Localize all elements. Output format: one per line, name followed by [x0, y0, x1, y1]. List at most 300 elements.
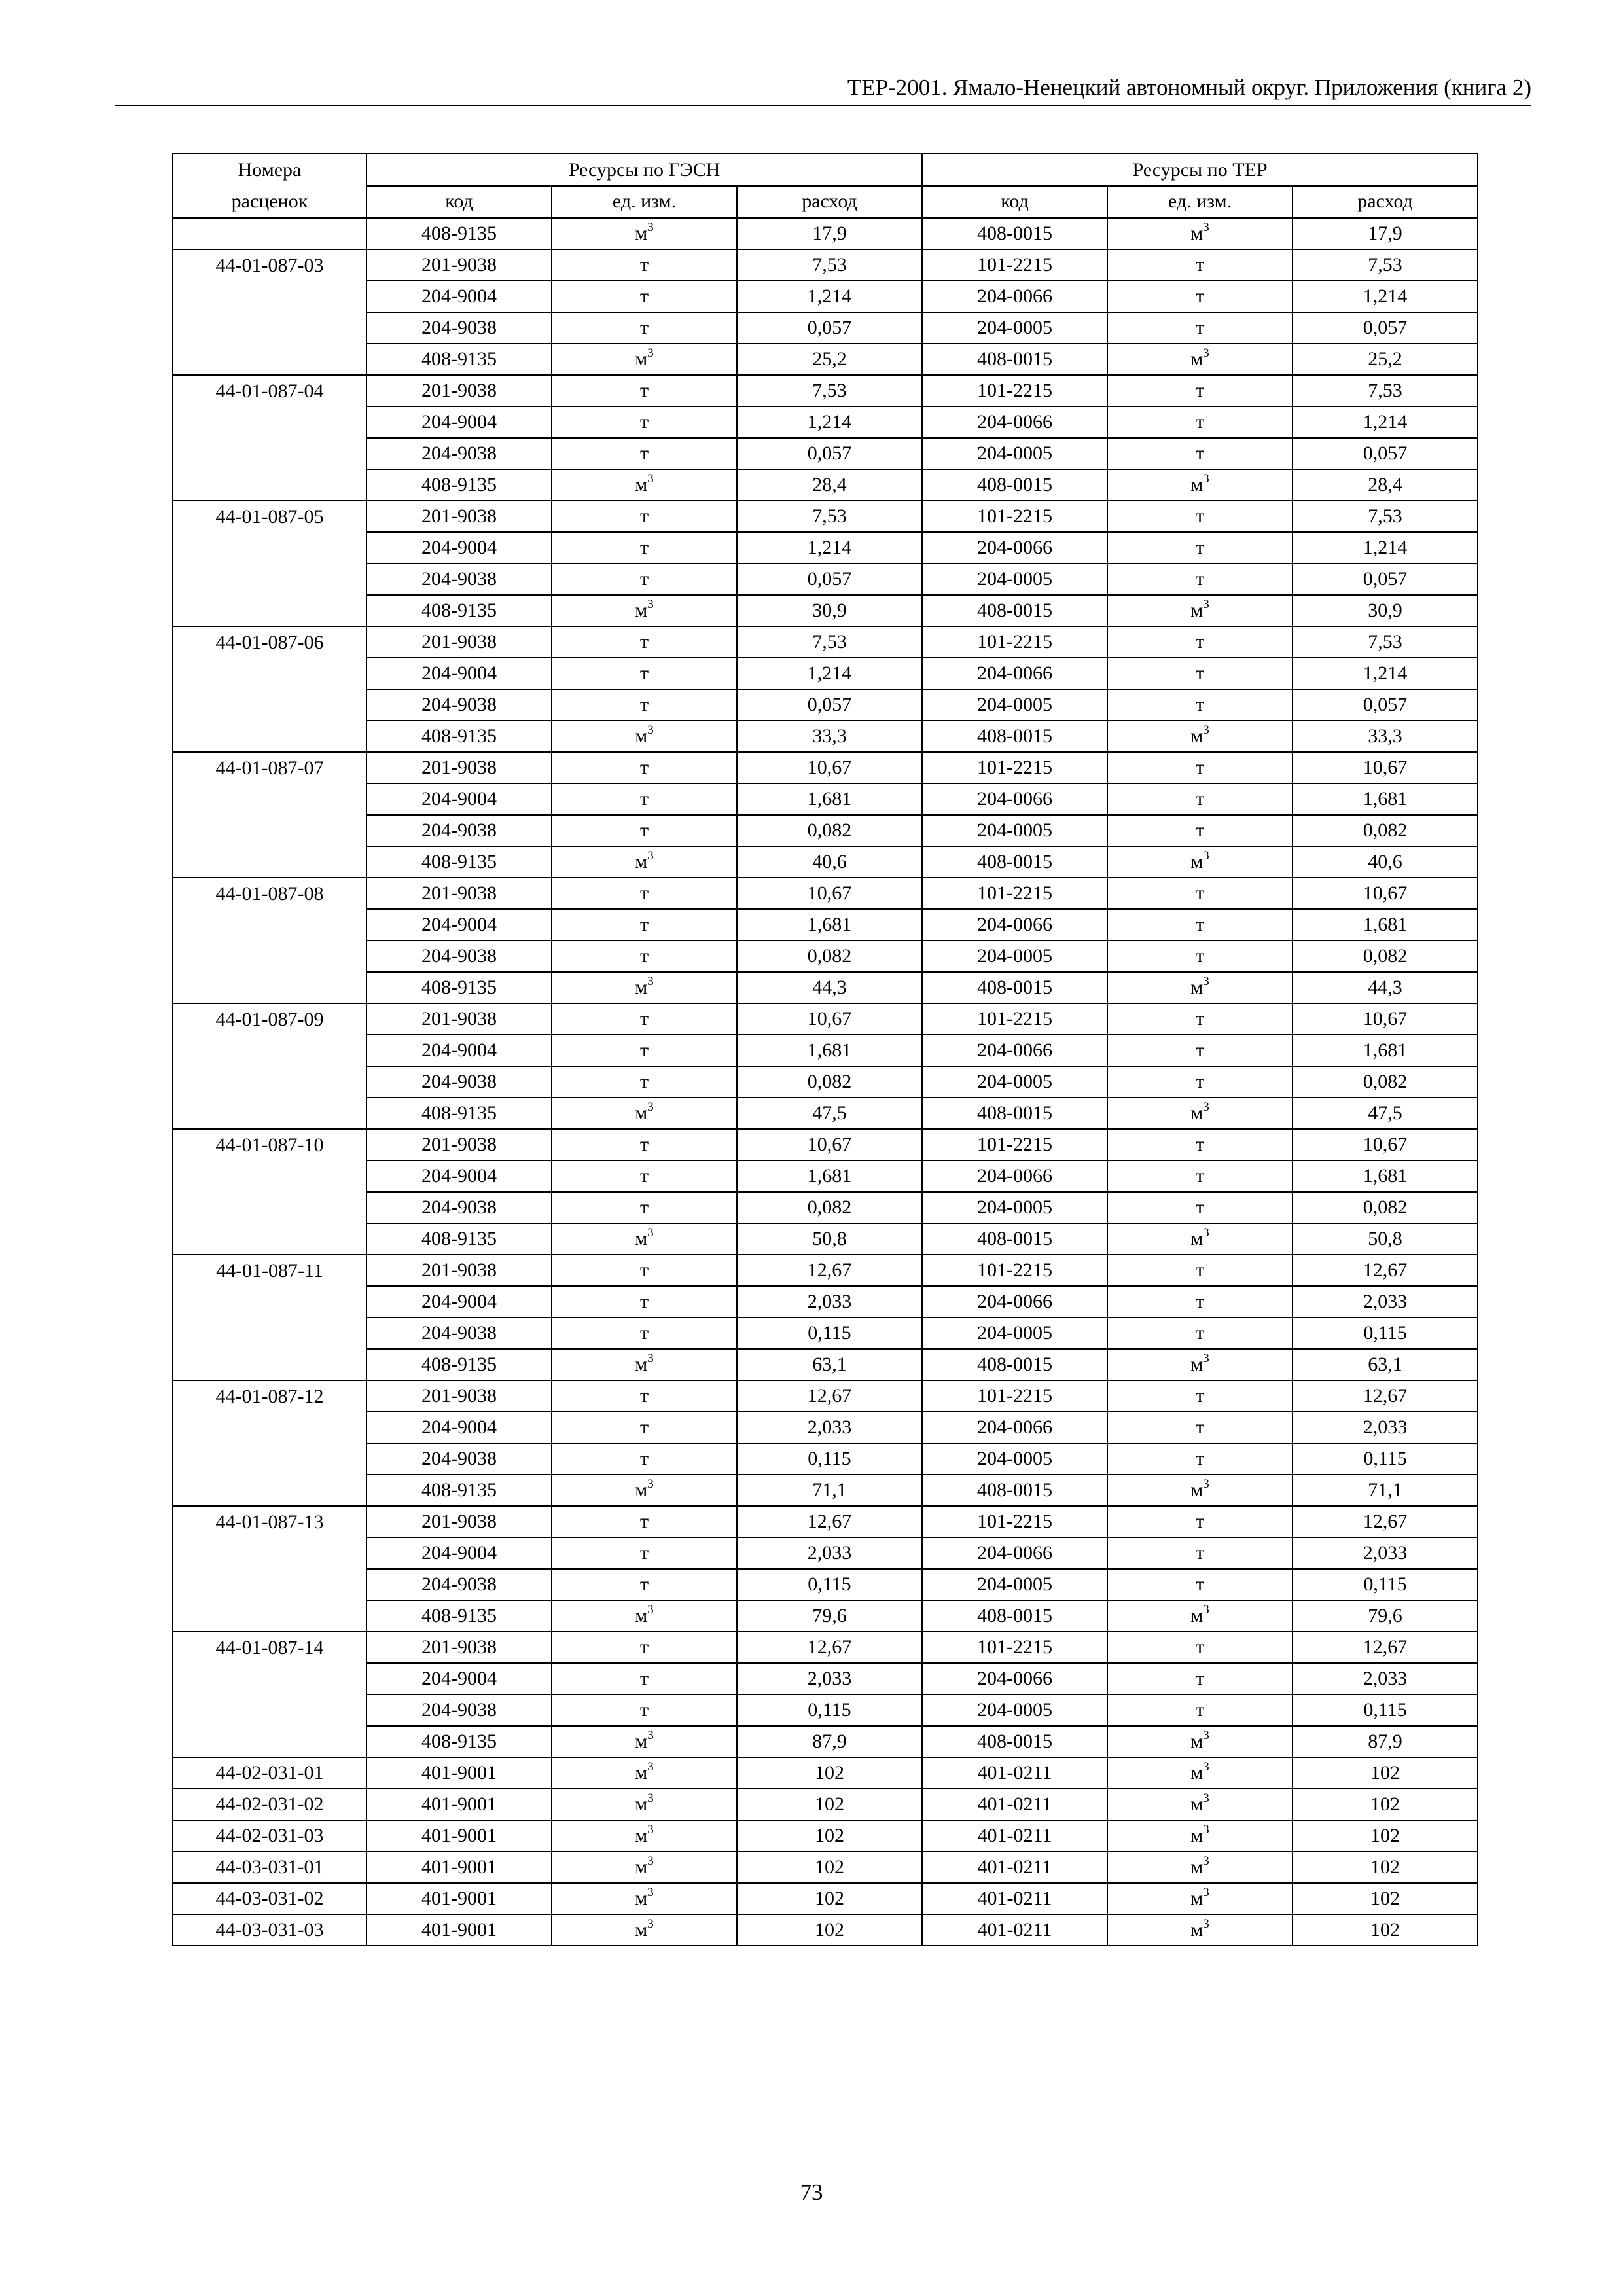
- ter-code-cell: 401-0211: [922, 1820, 1107, 1852]
- gesn-amount-cell: 0,082: [737, 1192, 922, 1223]
- gesn-unit-cell: $м^3$: [552, 1883, 737, 1914]
- gesn-amount-cell: 102: [737, 1820, 922, 1852]
- ter-code-cell: 204-0005: [922, 564, 1107, 595]
- cubic-superscript: 3: [1203, 221, 1209, 234]
- cubic-superscript: 3: [647, 723, 654, 737]
- cubic-superscript: 3: [1203, 1352, 1209, 1365]
- gesn-amount-cell: 7,53: [737, 501, 922, 532]
- ter-amount-cell: 1,214: [1293, 281, 1478, 312]
- rate-number-cell: [173, 1443, 366, 1475]
- gesn-unit-cell: $м^3$: [552, 218, 737, 250]
- gesn-unit-cell: $м^3$: [552, 1098, 737, 1129]
- ter-code-cell: 408-0015: [922, 1726, 1107, 1757]
- ter-unit-cell: т: [1107, 1035, 1293, 1066]
- gesn-amount-cell: 0,057: [737, 312, 922, 344]
- ter-unit-cell: т: [1107, 909, 1293, 941]
- cubic-superscript: 3: [647, 472, 654, 486]
- ter-code-cell: 101-2215: [922, 501, 1107, 532]
- ter-code-cell: 408-0015: [922, 1475, 1107, 1506]
- table-row: [173, 941, 1478, 972]
- ter-amount-cell: 50,8: [1293, 1223, 1478, 1255]
- rate-number-cell: [173, 469, 366, 501]
- ter-amount-cell: 102: [1293, 1820, 1478, 1852]
- ter-code-cell: 101-2215: [922, 1255, 1107, 1286]
- rate-number-cell: [173, 815, 366, 846]
- cubic-superscript: 3: [647, 1886, 654, 1899]
- ter-unit-cell: т: [1107, 1286, 1293, 1318]
- gesn-unit-cell: т: [552, 1537, 737, 1569]
- table-row: [173, 783, 1478, 815]
- gesn-unit-cell: т: [552, 1160, 737, 1192]
- cubic-superscript: 3: [647, 1917, 654, 1931]
- gesn-unit-cell: т: [552, 564, 737, 595]
- cubic-superscript: 3: [647, 1791, 654, 1805]
- gesn-code-cell: 408-9135: [366, 595, 552, 626]
- rate-number-cell: [173, 1192, 366, 1223]
- gesn-code-cell: 408-9135: [366, 1349, 552, 1380]
- cubic-superscript: 3: [1203, 1917, 1209, 1931]
- gesn-amount-cell: 63,1: [737, 1349, 922, 1380]
- ter-amount-cell: 1,214: [1293, 532, 1478, 564]
- rate-number-cell: [173, 1600, 366, 1632]
- gesn-code-cell: 201-9038: [366, 1129, 552, 1160]
- rate-number-cell: 44-01-087-12: [173, 1380, 366, 1412]
- gesn-unit-cell: т: [552, 1318, 737, 1349]
- gesn-code-cell: 204-9004: [366, 909, 552, 941]
- table-row: [173, 1789, 1478, 1820]
- col-header-ter-unit: ед. изм.: [1107, 186, 1293, 218]
- ter-code-cell: 101-2215: [922, 1506, 1107, 1537]
- ter-amount-cell: 87,9: [1293, 1726, 1478, 1757]
- gesn-code-cell: 408-9135: [366, 1098, 552, 1129]
- table-row: [173, 878, 1478, 909]
- ter-amount-cell: 0,115: [1293, 1695, 1478, 1726]
- rate-number-cell: [173, 1286, 366, 1318]
- ter-amount-cell: 12,67: [1293, 1255, 1478, 1286]
- gesn-code-cell: 401-9001: [366, 1820, 552, 1852]
- ter-code-cell: 401-0211: [922, 1789, 1107, 1820]
- table-row: [173, 1286, 1478, 1318]
- rate-number-cell: 44-01-087-08: [173, 878, 366, 909]
- cubic-superscript: 3: [647, 1352, 654, 1365]
- gesn-code-cell: 204-9038: [366, 941, 552, 972]
- rate-number-cell: [173, 689, 366, 721]
- gesn-unit-cell: т: [552, 909, 737, 941]
- gesn-amount-cell: 10,67: [737, 752, 922, 783]
- gesn-code-cell: 204-9038: [366, 1443, 552, 1475]
- table-row: [173, 249, 1478, 281]
- gesn-amount-cell: 102: [737, 1789, 922, 1820]
- ter-code-cell: 101-2215: [922, 1380, 1107, 1412]
- gesn-amount-cell: 28,4: [737, 469, 922, 501]
- cubic-superscript: 3: [1203, 1760, 1209, 1774]
- gesn-amount-cell: 0,115: [737, 1695, 922, 1726]
- ter-amount-cell: 102: [1293, 1914, 1478, 1946]
- gesn-amount-cell: 0,057: [737, 689, 922, 721]
- gesn-code-cell: 408-9135: [366, 1726, 552, 1757]
- cubic-superscript: 3: [647, 1477, 654, 1491]
- gesn-code-cell: 201-9038: [366, 752, 552, 783]
- ter-unit-cell: т: [1107, 1412, 1293, 1443]
- ter-code-cell: 101-2215: [922, 626, 1107, 658]
- rate-number-cell: [173, 1569, 366, 1600]
- gesn-amount-cell: 102: [737, 1852, 922, 1883]
- ter-code-cell: 204-0066: [922, 658, 1107, 689]
- ter-unit-cell: т: [1107, 1003, 1293, 1035]
- gesn-unit-cell: $м^3$: [552, 972, 737, 1003]
- table-row: [173, 1349, 1478, 1380]
- gesn-amount-cell: 7,53: [737, 249, 922, 281]
- gesn-unit-cell: т: [552, 1255, 737, 1286]
- cubic-superscript: 3: [647, 1760, 654, 1774]
- gesn-code-cell: 204-9038: [366, 689, 552, 721]
- gesn-unit-cell: т: [552, 1443, 737, 1475]
- table-row: [173, 1600, 1478, 1632]
- gesn-unit-cell: т: [552, 1506, 737, 1537]
- gesn-unit-cell: т: [552, 532, 737, 564]
- table-row: [173, 1632, 1478, 1663]
- gesn-unit-cell: т: [552, 1380, 737, 1412]
- ter-code-cell: 204-0005: [922, 1066, 1107, 1098]
- rate-number-cell: [173, 1412, 366, 1443]
- gesn-amount-cell: 1,214: [737, 406, 922, 438]
- rate-number-cell: [173, 281, 366, 312]
- ter-code-cell: 101-2215: [922, 878, 1107, 909]
- rate-number-cell: [173, 1098, 366, 1129]
- ter-amount-cell: 47,5: [1293, 1098, 1478, 1129]
- gesn-unit-cell: $м^3$: [552, 1600, 737, 1632]
- gesn-unit-cell: т: [552, 1412, 737, 1443]
- gesn-amount-cell: 2,033: [737, 1412, 922, 1443]
- ter-unit-cell: т: [1107, 1192, 1293, 1223]
- gesn-amount-cell: 102: [737, 1914, 922, 1946]
- ter-amount-cell: 1,214: [1293, 658, 1478, 689]
- ter-unit-cell: т: [1107, 1066, 1293, 1098]
- table-row: [173, 1160, 1478, 1192]
- cubic-superscript: 3: [1203, 723, 1209, 737]
- ter-amount-cell: 0,082: [1293, 1066, 1478, 1098]
- ter-unit-cell: т: [1107, 1537, 1293, 1569]
- ter-unit-cell: т: [1107, 501, 1293, 532]
- ter-amount-cell: 2,033: [1293, 1412, 1478, 1443]
- ter-unit-cell: $м^3$: [1107, 1883, 1293, 1914]
- ter-code-cell: 204-0066: [922, 406, 1107, 438]
- gesn-code-cell: 204-9038: [366, 312, 552, 344]
- gesn-code-cell: 201-9038: [366, 501, 552, 532]
- gesn-unit-cell: т: [552, 406, 737, 438]
- gesn-code-cell: 201-9038: [366, 375, 552, 406]
- table-row: [173, 689, 1478, 721]
- table-row: [173, 406, 1478, 438]
- gesn-unit-cell: $м^3$: [552, 1914, 737, 1946]
- ter-unit-cell: т: [1107, 658, 1293, 689]
- gesn-code-cell: 201-9038: [366, 1255, 552, 1286]
- ter-amount-cell: 12,67: [1293, 1632, 1478, 1663]
- table-row: [173, 1883, 1478, 1914]
- ter-code-cell: 401-0211: [922, 1852, 1107, 1883]
- rate-number-cell: [173, 218, 366, 250]
- ter-unit-cell: $м^3$: [1107, 1726, 1293, 1757]
- rate-number-cell: 44-01-087-05: [173, 501, 366, 532]
- ter-code-cell: 408-0015: [922, 1600, 1107, 1632]
- gesn-amount-cell: 33,3: [737, 721, 922, 752]
- cubic-superscript: 3: [647, 1603, 654, 1617]
- gesn-amount-cell: 0,115: [737, 1569, 922, 1600]
- table-row: [173, 658, 1478, 689]
- ter-unit-cell: т: [1107, 1695, 1293, 1726]
- gesn-code-cell: 408-9135: [366, 846, 552, 878]
- gesn-unit-cell: $м^3$: [552, 1475, 737, 1506]
- ter-amount-cell: 0,057: [1293, 438, 1478, 469]
- table-row: [173, 1223, 1478, 1255]
- ter-code-cell: 204-0066: [922, 783, 1107, 815]
- rate-number-cell: [173, 438, 366, 469]
- gesn-unit-cell: $м^3$: [552, 344, 737, 375]
- cubic-superscript: 3: [1203, 1886, 1209, 1899]
- gesn-unit-cell: $м^3$: [552, 1223, 737, 1255]
- ter-unit-cell: т: [1107, 878, 1293, 909]
- ter-amount-cell: 1,681: [1293, 909, 1478, 941]
- ter-amount-cell: 25,2: [1293, 344, 1478, 375]
- table-row: [173, 1820, 1478, 1852]
- gesn-code-cell: 408-9135: [366, 972, 552, 1003]
- gesn-amount-cell: 7,53: [737, 375, 922, 406]
- gesn-amount-cell: 79,6: [737, 1600, 922, 1632]
- gesn-unit-cell: т: [552, 249, 737, 281]
- gesn-code-cell: 204-9004: [366, 1537, 552, 1569]
- gesn-code-cell: 201-9038: [366, 1632, 552, 1663]
- table-row: [173, 218, 1478, 250]
- ter-unit-cell: $м^3$: [1107, 1600, 1293, 1632]
- rate-number-cell: [173, 1349, 366, 1380]
- cubic-superscript: 3: [1203, 1100, 1209, 1114]
- gesn-unit-cell: т: [552, 941, 737, 972]
- table-row: [173, 846, 1478, 878]
- gesn-code-cell: 204-9038: [366, 1066, 552, 1098]
- col-header-rate-numbers: Номера: [173, 154, 366, 186]
- table-row: [173, 344, 1478, 375]
- gesn-amount-cell: 10,67: [737, 1129, 922, 1160]
- gesn-code-cell: 204-9004: [366, 658, 552, 689]
- table-row: [173, 1537, 1478, 1569]
- ter-unit-cell: $м^3$: [1107, 1098, 1293, 1129]
- col-header-ter-amount: расход: [1293, 186, 1478, 218]
- ter-unit-cell: т: [1107, 1569, 1293, 1600]
- gesn-unit-cell: $м^3$: [552, 846, 737, 878]
- ter-amount-cell: 0,082: [1293, 941, 1478, 972]
- gesn-unit-cell: т: [552, 1632, 737, 1663]
- cubic-superscript: 3: [1203, 1823, 1209, 1837]
- gesn-amount-cell: 1,681: [737, 1035, 922, 1066]
- ter-amount-cell: 33,3: [1293, 721, 1478, 752]
- ter-code-cell: 204-0066: [922, 532, 1107, 564]
- cubic-superscript: 3: [647, 849, 654, 863]
- rate-number-cell: 44-01-087-06: [173, 626, 366, 658]
- gesn-unit-cell: т: [552, 658, 737, 689]
- table-row: [173, 1098, 1478, 1129]
- gesn-unit-cell: т: [552, 626, 737, 658]
- ter-unit-cell: $м^3$: [1107, 1820, 1293, 1852]
- cubic-superscript: 3: [1203, 1603, 1209, 1617]
- cubic-superscript: 3: [1203, 849, 1209, 863]
- ter-code-cell: 204-0066: [922, 1663, 1107, 1695]
- ter-unit-cell: т: [1107, 281, 1293, 312]
- table-row: [173, 1663, 1478, 1695]
- ter-code-cell: 204-0066: [922, 1160, 1107, 1192]
- rate-number-cell: 44-02-031-02: [173, 1789, 366, 1820]
- gesn-amount-cell: 71,1: [737, 1475, 922, 1506]
- gesn-code-cell: 204-9004: [366, 1663, 552, 1695]
- cubic-superscript: 3: [647, 346, 654, 360]
- gesn-amount-cell: 1,214: [737, 281, 922, 312]
- gesn-unit-cell: т: [552, 281, 737, 312]
- gesn-code-cell: 201-9038: [366, 1003, 552, 1035]
- ter-unit-cell: т: [1107, 1663, 1293, 1695]
- table-row: [173, 532, 1478, 564]
- table-row: [173, 972, 1478, 1003]
- gesn-code-cell: 204-9004: [366, 532, 552, 564]
- table-row: [173, 1443, 1478, 1475]
- ter-amount-cell: 102: [1293, 1883, 1478, 1914]
- ter-code-cell: 401-0211: [922, 1883, 1107, 1914]
- table-row: [173, 1035, 1478, 1066]
- rate-number-cell: [173, 1035, 366, 1066]
- rate-number-cell: 44-01-087-03: [173, 249, 366, 281]
- ter-amount-cell: 7,53: [1293, 626, 1478, 658]
- table-row: [173, 909, 1478, 941]
- rate-number-cell: [173, 1695, 366, 1726]
- ter-unit-cell: т: [1107, 249, 1293, 281]
- table-row: [173, 1380, 1478, 1412]
- ter-unit-cell: т: [1107, 375, 1293, 406]
- ter-code-cell: 101-2215: [922, 375, 1107, 406]
- col-group-ter: Ресурсы по ТЕР: [922, 154, 1478, 186]
- gesn-unit-cell: т: [552, 689, 737, 721]
- table-row: [173, 626, 1478, 658]
- gesn-code-cell: 401-9001: [366, 1883, 552, 1914]
- ter-code-cell: 408-0015: [922, 469, 1107, 501]
- ter-unit-cell: т: [1107, 941, 1293, 972]
- ter-unit-cell: т: [1107, 1318, 1293, 1349]
- gesn-unit-cell: т: [552, 438, 737, 469]
- gesn-unit-cell: $м^3$: [552, 1757, 737, 1789]
- ter-unit-cell: т: [1107, 1443, 1293, 1475]
- rate-number-cell: 44-01-087-11: [173, 1255, 366, 1286]
- table-row: [173, 375, 1478, 406]
- gesn-unit-cell: т: [552, 1286, 737, 1318]
- ter-amount-cell: 0,115: [1293, 1569, 1478, 1600]
- gesn-amount-cell: 50,8: [737, 1223, 922, 1255]
- table-row: [173, 1475, 1478, 1506]
- table-row: [173, 1192, 1478, 1223]
- rate-number-cell: [173, 783, 366, 815]
- ter-amount-cell: 0,115: [1293, 1443, 1478, 1475]
- ter-code-cell: 204-0005: [922, 689, 1107, 721]
- gesn-unit-cell: т: [552, 1663, 737, 1695]
- table-row: [173, 752, 1478, 783]
- ter-unit-cell: $м^3$: [1107, 344, 1293, 375]
- gesn-amount-cell: 47,5: [737, 1098, 922, 1129]
- gesn-amount-cell: 17,9: [737, 218, 922, 250]
- ter-amount-cell: 2,033: [1293, 1663, 1478, 1695]
- gesn-unit-cell: т: [552, 752, 737, 783]
- table-row: [173, 1506, 1478, 1537]
- gesn-amount-cell: 2,033: [737, 1537, 922, 1569]
- gesn-amount-cell: 0,115: [737, 1318, 922, 1349]
- cubic-superscript: 3: [1203, 975, 1209, 988]
- ter-code-cell: 101-2215: [922, 249, 1107, 281]
- ter-amount-cell: 2,033: [1293, 1537, 1478, 1569]
- gesn-amount-cell: 1,681: [737, 783, 922, 815]
- gesn-code-cell: 201-9038: [366, 878, 552, 909]
- ter-amount-cell: 12,67: [1293, 1380, 1478, 1412]
- rate-number-cell: [173, 972, 366, 1003]
- ter-code-cell: 408-0015: [922, 344, 1107, 375]
- gesn-code-cell: 201-9038: [366, 249, 552, 281]
- table-row: [173, 281, 1478, 312]
- table-header: [173, 154, 1478, 218]
- ter-amount-cell: 102: [1293, 1757, 1478, 1789]
- gesn-code-cell: 408-9135: [366, 721, 552, 752]
- ter-unit-cell: $м^3$: [1107, 1475, 1293, 1506]
- gesn-unit-cell: т: [552, 783, 737, 815]
- col-group-gesn: Ресурсы по ГЭСН: [366, 154, 922, 186]
- rate-number-cell: [173, 1726, 366, 1757]
- table-row: [173, 1852, 1478, 1883]
- gesn-unit-cell: т: [552, 1129, 737, 1160]
- rate-number-cell: [173, 564, 366, 595]
- table-row: [173, 1003, 1478, 1035]
- gesn-amount-cell: 1,214: [737, 532, 922, 564]
- rate-number-cell: [173, 312, 366, 344]
- ter-code-cell: 408-0015: [922, 1349, 1107, 1380]
- rate-number-cell: [173, 721, 366, 752]
- gesn-amount-cell: 0,115: [737, 1443, 922, 1475]
- gesn-amount-cell: 0,082: [737, 941, 922, 972]
- gesn-code-cell: 204-9038: [366, 1192, 552, 1223]
- ter-code-cell: 204-0005: [922, 941, 1107, 972]
- ter-amount-cell: 0,057: [1293, 689, 1478, 721]
- rate-number-cell: 44-01-087-07: [173, 752, 366, 783]
- gesn-amount-cell: 87,9: [737, 1726, 922, 1757]
- rate-number-cell: [173, 344, 366, 375]
- gesn-unit-cell: $м^3$: [552, 469, 737, 501]
- ter-code-cell: 204-0005: [922, 438, 1107, 469]
- rate-number-cell: [173, 595, 366, 626]
- gesn-unit-cell: $м^3$: [552, 1789, 737, 1820]
- rate-number-cell: [173, 941, 366, 972]
- ter-unit-cell: $м^3$: [1107, 1349, 1293, 1380]
- gesn-code-cell: 408-9135: [366, 1600, 552, 1632]
- cubic-superscript: 3: [1203, 598, 1209, 611]
- ter-unit-cell: т: [1107, 783, 1293, 815]
- ter-code-cell: 408-0015: [922, 846, 1107, 878]
- ter-code-cell: 101-2215: [922, 1632, 1107, 1663]
- ter-unit-cell: т: [1107, 312, 1293, 344]
- table-row: [173, 1695, 1478, 1726]
- rate-number-cell: [173, 1066, 366, 1098]
- gesn-unit-cell: т: [552, 501, 737, 532]
- cubic-superscript: 3: [647, 598, 654, 611]
- gesn-amount-cell: 10,67: [737, 878, 922, 909]
- gesn-unit-cell: т: [552, 1066, 737, 1098]
- gesn-code-cell: 204-9038: [366, 564, 552, 595]
- ter-amount-cell: 0,057: [1293, 312, 1478, 344]
- ter-code-cell: 408-0015: [922, 1098, 1107, 1129]
- ter-code-cell: 204-0005: [922, 1318, 1107, 1349]
- gesn-code-cell: 408-9135: [366, 218, 552, 250]
- table-row: [173, 312, 1478, 344]
